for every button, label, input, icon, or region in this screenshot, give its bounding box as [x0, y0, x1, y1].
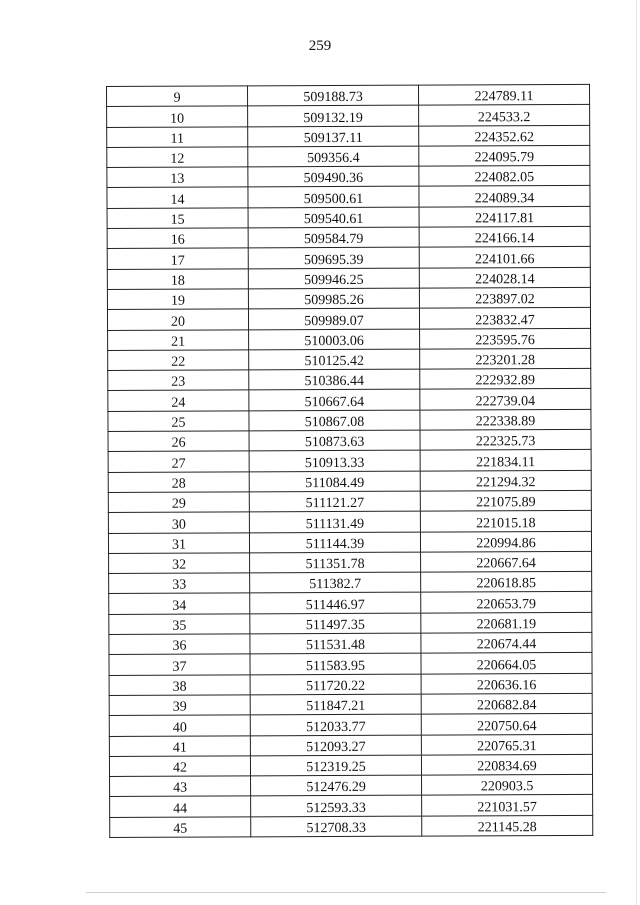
point-number-cell: 31	[108, 532, 249, 553]
x-coordinate-cell: 510386.44	[249, 369, 420, 390]
table-row	[108, 348, 591, 370]
y-coordinate-cell: 221294.32	[420, 470, 591, 491]
y-coordinate-cell: 222739.04	[420, 389, 591, 410]
y-coordinate-cell: 222338.89	[420, 409, 591, 430]
table-row	[108, 511, 591, 533]
y-coordinate-cell: 220750.64	[421, 714, 592, 735]
table-row	[107, 145, 590, 167]
y-coordinate-cell: 220681.19	[421, 612, 592, 633]
table-row	[107, 247, 590, 269]
coordinates-table	[106, 84, 593, 838]
point-number-cell: 23	[108, 370, 249, 391]
table-row	[109, 754, 592, 776]
y-coordinate-cell: 224117.81	[419, 206, 590, 227]
point-number-cell: 34	[109, 593, 250, 614]
x-coordinate-cell: 510867.08	[249, 410, 420, 431]
x-coordinate-cell: 509356.4	[248, 146, 419, 167]
table-row	[110, 815, 593, 837]
point-number-cell: 12	[107, 147, 248, 168]
table-row	[107, 206, 590, 228]
x-coordinate-cell: 512033.77	[250, 714, 421, 735]
y-coordinate-cell: 223201.28	[420, 348, 591, 369]
table-row	[109, 653, 592, 675]
point-number-cell: 17	[107, 248, 248, 269]
y-coordinate-cell: 220664.05	[421, 653, 592, 674]
x-coordinate-cell: 509490.36	[248, 166, 419, 187]
point-number-cell: 39	[109, 695, 250, 716]
y-coordinate-cell: 221031.57	[422, 795, 593, 816]
x-coordinate-cell: 511446.97	[250, 593, 421, 614]
x-coordinate-cell: 512593.33	[251, 796, 422, 817]
y-coordinate-cell: 220682.84	[421, 693, 592, 714]
point-number-cell: 44	[110, 796, 251, 817]
point-number-cell: 25	[108, 411, 249, 432]
right-scan-edge	[636, 0, 637, 905]
y-coordinate-cell: 220765.31	[421, 734, 592, 755]
point-number-cell: 16	[107, 228, 248, 249]
point-number-cell: 37	[109, 654, 250, 675]
x-coordinate-cell: 511847.21	[250, 694, 421, 715]
point-number-cell: 26	[108, 431, 249, 452]
x-coordinate-cell: 509540.61	[248, 207, 419, 228]
y-coordinate-cell: 224089.34	[419, 186, 590, 207]
bottom-scan-line	[86, 892, 606, 893]
y-coordinate-cell: 221834.11	[420, 450, 591, 471]
table-row	[107, 267, 590, 289]
y-coordinate-cell: 220667.64	[421, 551, 592, 572]
x-coordinate-cell: 511497.35	[250, 613, 421, 634]
x-coordinate-cell: 509500.61	[248, 187, 419, 208]
table-row	[108, 450, 591, 472]
table-row	[109, 632, 592, 654]
table-row	[108, 409, 591, 431]
table-row	[107, 105, 590, 127]
point-number-cell: 13	[107, 167, 248, 188]
point-number-cell: 11	[107, 126, 248, 147]
table-row	[109, 612, 592, 634]
x-coordinate-cell: 510003.06	[249, 329, 420, 350]
y-coordinate-cell: 224095.79	[419, 145, 590, 166]
table-row	[108, 490, 591, 512]
y-coordinate-cell: 224533.2	[419, 105, 590, 126]
point-number-cell: 33	[109, 573, 250, 594]
point-number-cell: 21	[108, 329, 249, 350]
table-row	[107, 287, 590, 309]
table-row	[109, 592, 592, 614]
x-coordinate-cell: 509584.79	[248, 227, 419, 248]
x-coordinate-cell: 511351.78	[250, 552, 421, 573]
x-coordinate-cell: 511583.95	[250, 653, 421, 674]
y-coordinate-cell: 223832.47	[419, 308, 590, 329]
table-row	[108, 531, 591, 553]
y-coordinate-cell: 223897.02	[419, 287, 590, 308]
table-row	[109, 734, 592, 756]
x-coordinate-cell: 510125.42	[249, 349, 420, 370]
x-coordinate-cell: 509946.25	[248, 268, 419, 289]
table-row	[107, 308, 590, 330]
y-coordinate-cell: 224789.11	[418, 84, 589, 105]
table-row	[107, 125, 590, 147]
y-coordinate-cell: 222325.73	[420, 429, 591, 450]
y-coordinate-cell: 220674.44	[421, 632, 592, 653]
x-coordinate-cell: 511084.49	[249, 471, 420, 492]
table-row	[109, 572, 592, 594]
x-coordinate-cell: 509695.39	[248, 248, 419, 269]
point-number-cell: 35	[109, 614, 250, 635]
x-coordinate-cell: 509188.73	[248, 85, 419, 106]
table-row	[108, 389, 591, 411]
point-number-cell: 24	[108, 390, 249, 411]
table-row	[108, 470, 591, 492]
x-coordinate-cell: 511131.49	[249, 511, 420, 532]
point-number-cell: 42	[109, 756, 250, 777]
y-coordinate-cell: 220636.16	[421, 673, 592, 694]
point-number-cell: 38	[109, 674, 250, 695]
point-number-cell: 18	[107, 269, 248, 290]
x-coordinate-cell: 510913.33	[249, 450, 420, 471]
table-row	[109, 693, 592, 715]
y-coordinate-cell: 220653.79	[421, 592, 592, 613]
y-coordinate-cell: 220994.86	[420, 531, 591, 552]
point-number-cell: 22	[108, 350, 249, 371]
point-number-cell: 14	[107, 187, 248, 208]
point-number-cell: 10	[107, 106, 248, 127]
point-number-cell: 19	[107, 289, 248, 310]
x-coordinate-cell: 512319.25	[250, 755, 421, 776]
x-coordinate-cell: 511720.22	[250, 674, 421, 695]
point-number-cell: 28	[108, 472, 249, 493]
table-row	[108, 328, 591, 350]
point-number-cell: 30	[108, 512, 249, 533]
x-coordinate-cell: 509137.11	[248, 126, 419, 147]
page-number: 259	[308, 38, 332, 54]
point-number-cell: 9	[107, 86, 248, 107]
table-row	[107, 226, 590, 248]
x-coordinate-cell: 512708.33	[251, 816, 422, 837]
y-coordinate-cell: 220618.85	[421, 572, 592, 593]
point-number-cell: 36	[109, 634, 250, 655]
y-coordinate-cell: 221075.89	[420, 490, 591, 511]
point-number-cell: 32	[109, 553, 250, 574]
y-coordinate-cell: 220903.5	[422, 774, 593, 795]
point-number-cell: 27	[108, 451, 249, 472]
y-coordinate-cell: 224101.66	[419, 247, 590, 268]
table-row	[109, 551, 592, 573]
table-row	[110, 795, 593, 817]
x-coordinate-cell: 511144.39	[249, 532, 420, 553]
table-row	[107, 186, 590, 208]
table-row	[108, 429, 591, 451]
point-number-cell: 43	[110, 776, 251, 797]
x-coordinate-cell: 511382.7	[250, 572, 421, 593]
table-row	[108, 369, 591, 391]
y-coordinate-cell: 224028.14	[419, 267, 590, 288]
table-body	[107, 84, 593, 837]
table-row	[109, 673, 592, 695]
x-coordinate-cell: 509985.26	[248, 288, 419, 309]
y-coordinate-cell: 224352.62	[419, 125, 590, 146]
y-coordinate-cell: 222932.89	[420, 369, 591, 390]
point-number-cell: 41	[109, 735, 250, 756]
x-coordinate-cell: 512093.27	[250, 735, 421, 756]
x-coordinate-cell: 510873.63	[249, 430, 420, 451]
point-number-cell: 20	[107, 309, 248, 330]
x-coordinate-cell: 509132.19	[248, 105, 419, 126]
y-coordinate-cell: 224082.05	[419, 166, 590, 187]
x-coordinate-cell: 511531.48	[250, 633, 421, 654]
table-row	[110, 774, 593, 796]
y-coordinate-cell: 220834.69	[421, 754, 592, 775]
y-coordinate-cell: 221015.18	[420, 511, 591, 532]
point-number-cell: 45	[110, 817, 251, 838]
point-number-cell: 29	[108, 492, 249, 513]
y-coordinate-cell: 223595.76	[420, 328, 591, 349]
y-coordinate-cell: 221145.28	[422, 815, 593, 836]
table-row	[107, 166, 590, 188]
table-row	[109, 714, 592, 736]
x-coordinate-cell: 512476.29	[251, 775, 422, 796]
y-coordinate-cell: 224166.14	[419, 226, 590, 247]
point-number-cell: 40	[109, 715, 250, 736]
x-coordinate-cell: 511121.27	[249, 491, 420, 512]
point-number-cell: 15	[107, 208, 248, 229]
table-row	[107, 84, 590, 106]
x-coordinate-cell: 510667.64	[249, 390, 420, 411]
x-coordinate-cell: 509989.07	[248, 308, 419, 329]
